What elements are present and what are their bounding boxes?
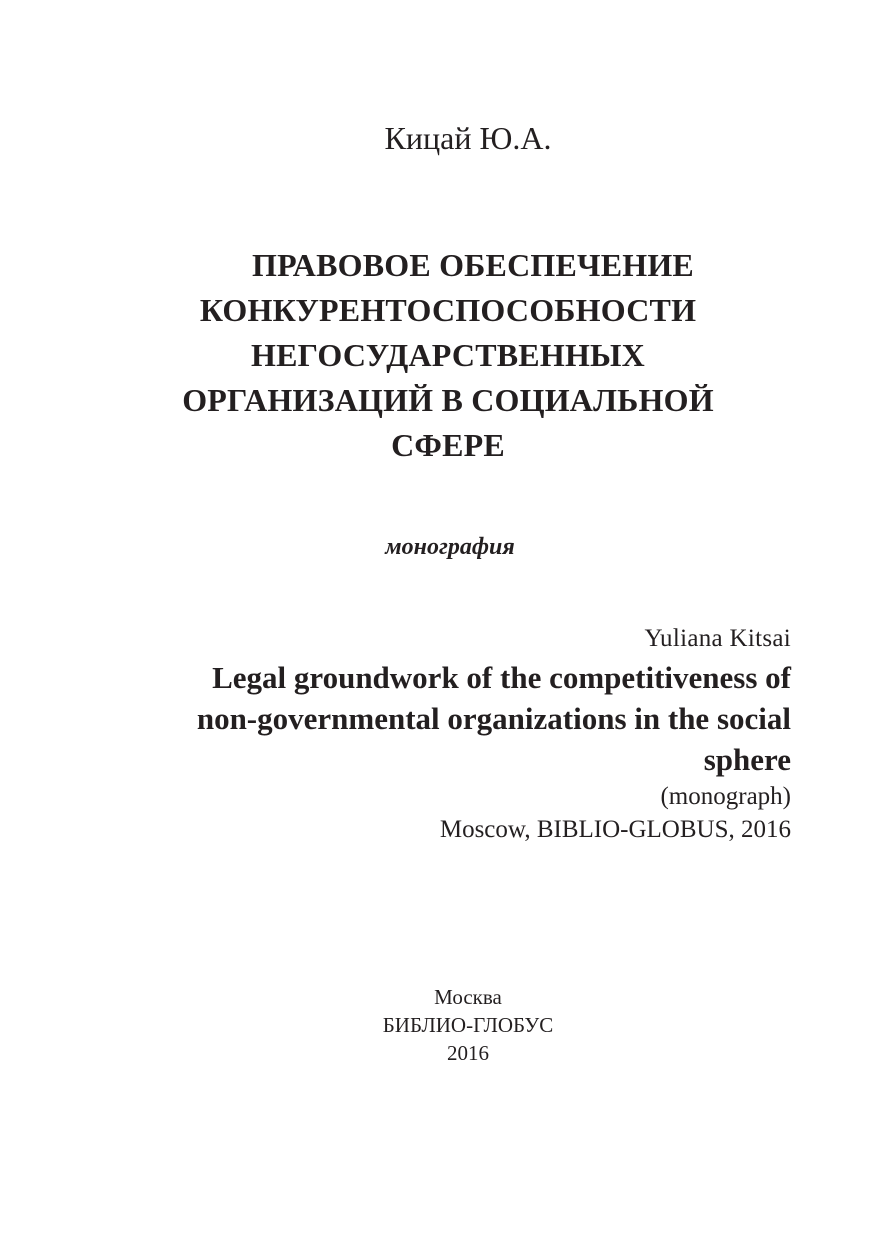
- title-ru-line: КОНКУРЕНТОСПОСОБНОСТИ: [199, 292, 697, 328]
- imprint-year: 2016: [447, 1041, 489, 1065]
- english-summary: [71, 621, 791, 846]
- imprint: [0, 983, 876, 1067]
- publication-info-en: Moscow, BIBLIO-GLOBUS, 2016: [439, 816, 791, 843]
- imprint-city: Москва: [434, 985, 502, 1009]
- genre-label-ru: монография: [385, 534, 515, 560]
- title-ru-line: СФЕРЕ: [391, 427, 505, 463]
- author-name-ru: Кицай Ю.А.: [384, 120, 552, 156]
- genre-label-en: (monograph): [660, 783, 791, 810]
- title-ru-line: ОРГАНИЗАЦИЙ В СОЦИАЛЬНОЙ: [182, 382, 714, 418]
- book-title-ru: [0, 243, 876, 468]
- author-name-en: Yuliana Kitsai: [644, 625, 791, 652]
- imprint-publisher: БИБЛИО-ГЛОБУС: [382, 1013, 554, 1037]
- title-en-line: Legal groundwork of the competitiveness of: [212, 660, 791, 695]
- title-en-line: sphere: [703, 742, 791, 777]
- book-title-en: [71, 657, 791, 780]
- title-en-line: non-governmental organizations in the social: [196, 701, 791, 736]
- title-ru-line: ПРАВОВОЕ ОБЕСПЕЧЕНИЕ: [252, 247, 694, 283]
- title-ru-line: НЕГОСУДАРСТВЕННЫХ: [251, 337, 645, 373]
